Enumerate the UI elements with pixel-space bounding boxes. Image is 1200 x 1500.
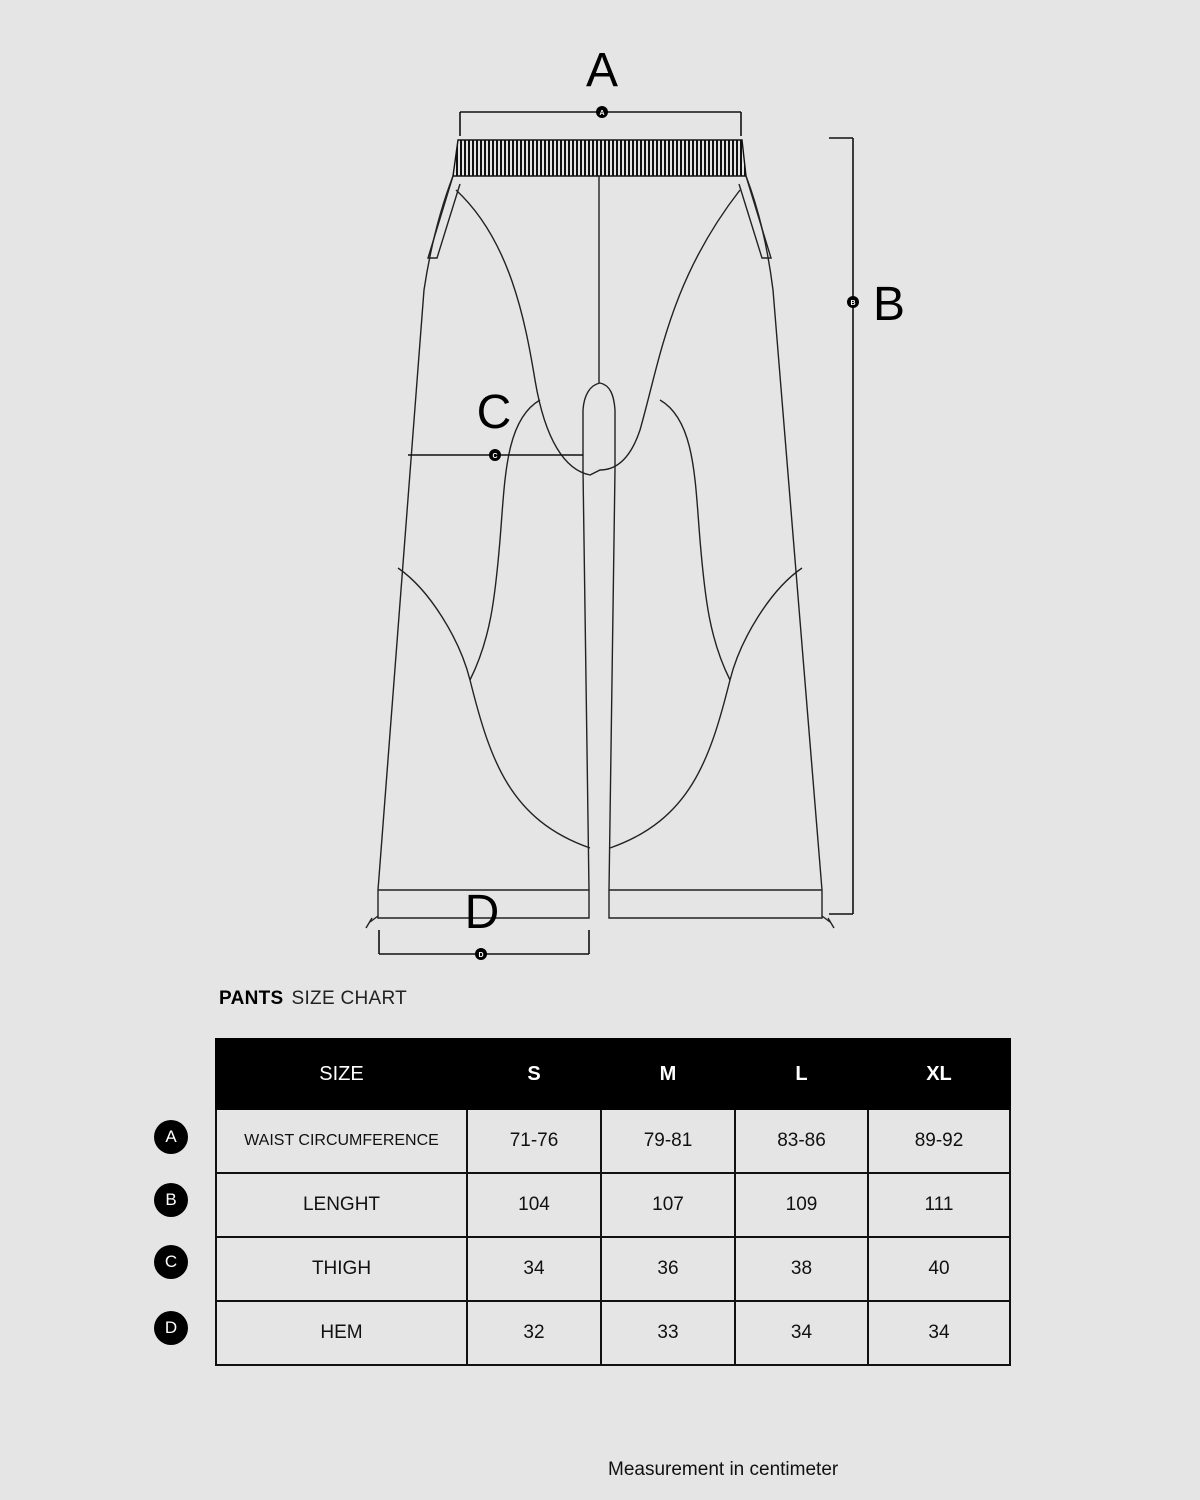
table-cell: 89-92 — [868, 1109, 1010, 1173]
measurement-note: Measurement in centimeter — [608, 1459, 839, 1480]
row-label: WAIST CIRCUMFERENCE — [216, 1109, 467, 1173]
table-row — [216, 1237, 1010, 1301]
dim-c-label: C — [476, 386, 512, 439]
header-size: SIZE — [216, 1039, 467, 1109]
chart-title — [219, 988, 407, 1010]
row-b-badge: B — [154, 1183, 188, 1217]
row-label: THIGH — [216, 1237, 467, 1301]
table-cell: 79-81 — [601, 1109, 735, 1173]
dim-a-dot-label: A — [599, 110, 605, 117]
table-cell: 33 — [601, 1301, 735, 1365]
table-cell: 40 — [868, 1237, 1010, 1301]
chart-title-bold: PANTS — [219, 988, 284, 1009]
table-cell: 111 — [868, 1173, 1010, 1237]
dim-b-label: B — [872, 278, 906, 331]
dim-d-dot-label: D — [478, 952, 484, 959]
row-label: HEM — [216, 1301, 467, 1365]
table-cell: 34 — [467, 1237, 601, 1301]
dim-c-dot-label: C — [492, 453, 498, 460]
table-cell: 107 — [601, 1173, 735, 1237]
header-s: S — [467, 1039, 601, 1109]
header-m: M — [601, 1039, 735, 1109]
row-c-badge: C — [154, 1245, 188, 1279]
table-cell: 109 — [735, 1173, 868, 1237]
table-cell: 38 — [735, 1237, 868, 1301]
table-row — [216, 1173, 1010, 1237]
table-cell: 32 — [467, 1301, 601, 1365]
dim-d-label: D — [464, 886, 500, 939]
header-xl: XL — [868, 1039, 1010, 1109]
table-cell: 71-76 — [467, 1109, 601, 1173]
table-cell: 104 — [467, 1173, 601, 1237]
table-row — [216, 1301, 1010, 1365]
row-label: LENGHT — [216, 1173, 467, 1237]
table-cell: 36 — [601, 1237, 735, 1301]
table-header-row — [216, 1039, 1010, 1109]
header-l: L — [735, 1039, 868, 1109]
dim-b-dot-label: B — [850, 300, 856, 307]
row-a-badge: A — [154, 1120, 188, 1154]
table-cell: 83-86 — [735, 1109, 868, 1173]
table-row — [216, 1109, 1010, 1173]
table-cell: 34 — [735, 1301, 868, 1365]
dim-a-label: A — [585, 44, 619, 97]
size-table — [215, 1038, 1011, 1366]
row-d-badge: D — [154, 1311, 188, 1345]
chart-title-rest: SIZE CHART — [291, 988, 408, 1009]
table-cell: 34 — [868, 1301, 1010, 1365]
